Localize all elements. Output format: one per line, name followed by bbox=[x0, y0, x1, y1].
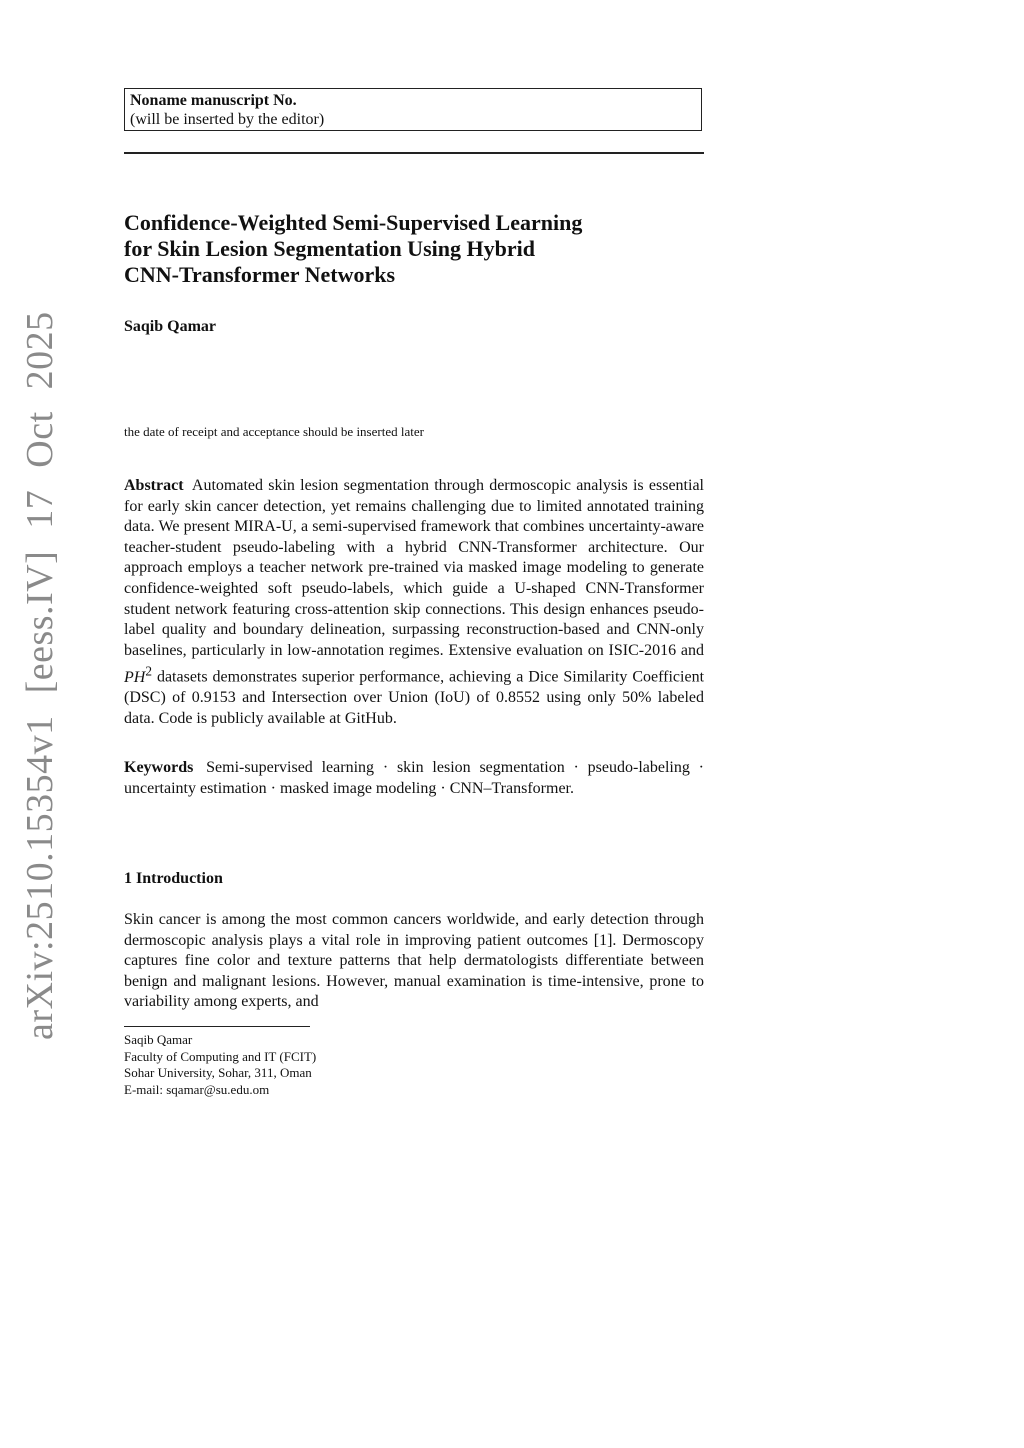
keywords-paragraph bbox=[124, 758, 704, 799]
editor-box bbox=[124, 88, 702, 131]
footnote-email: E-mail: sqamar@su.edu.om bbox=[124, 1081, 270, 1097]
title-line-1: Confidence-Weighted Semi-Supervised Learning bbox=[124, 210, 583, 235]
keywords-label: Keywords bbox=[124, 759, 194, 776]
ph2-base: PH bbox=[124, 668, 146, 686]
abstract-paragraph bbox=[124, 476, 704, 729]
ph2-dataset-name bbox=[124, 663, 152, 686]
author-affiliation-footnote bbox=[124, 1032, 316, 1098]
footnote-rule bbox=[124, 1026, 310, 1027]
header-rule bbox=[124, 152, 704, 154]
abstract-label: Abstract bbox=[124, 477, 184, 494]
title-line-3: CNN-Transformer Networks bbox=[124, 262, 396, 287]
introduction-paragraph: Skin cancer is among the most common cancers worldwide, and early detection through dermoscopic analysis plays a vital role in improving patient outcomes [1]. Dermoscopy captures fine color and texture patterns that help dermatologists differentiate between benign and malignant lesions. However, manual examination is time-intensive, prone to variability among experts, and bbox=[124, 911, 704, 1011]
title-line-2: for Skin Lesion Segmentation Using Hybrid bbox=[124, 236, 535, 261]
footnote-university: Sohar University, Sohar, 311, Oman bbox=[124, 1065, 312, 1080]
abstract-text-part-2: datasets demonstrates superior performance, achieving a Dice Similarity Coefficient (DSC) of 0.9153 and Intersection over Union (IoU) of 0.8552 using only 50% labeled data. Code is publicly available at GitHub. bbox=[124, 668, 705, 727]
editor-note: (will be inserted by the editor) bbox=[130, 111, 325, 128]
paper-title bbox=[124, 210, 704, 288]
ph2-superscript: 2 bbox=[145, 663, 152, 679]
received-note: the date of receipt and acceptance should be inserted later bbox=[124, 424, 424, 439]
abstract-text-part-1: Automated skin lesion segmentation through dermoscopic analysis is essential for early skin cancer detection, yet remains challenging due to limited annotated training data. We present MIRA-U, a semi-supervised framework that combines uncertainty-aware teacher-student pseudo-labeling with a hybrid CNN-Transformer architecture. Our approach employs a teacher network pre-trained via masked image modeling to generate confidence-weighted soft pseudo-labels, which guide a U-shaped CNN-Transformer student network featuring cross-attention skip connections. This design enhances pseudo-label quality and boundary delineation, surpassing reconstruction-based and CNN-only baselines, particularly in low-annotation regimes. Extensive evaluation on ISIC-2016 and bbox=[124, 477, 704, 659]
manuscript-number-label: Noname manuscript No. bbox=[130, 92, 297, 109]
footnote-author: Saqib Qamar bbox=[124, 1032, 193, 1047]
footnote-faculty: Faculty of Computing and IT (FCIT) bbox=[124, 1048, 317, 1064]
author-name: Saqib Qamar bbox=[124, 318, 217, 335]
section-heading-introduction: 1 Introduction bbox=[124, 870, 223, 887]
arxiv-identifier-stamp: arXiv:2510.15354v1 [eess.IV] 17 Oct 2025 bbox=[19, 311, 61, 1040]
keywords-text: Semi-supervised learning · skin lesion segmentation · pseudo-labeling · uncertainty estimation · masked image modeling · CNN–Transformer. bbox=[124, 759, 705, 797]
